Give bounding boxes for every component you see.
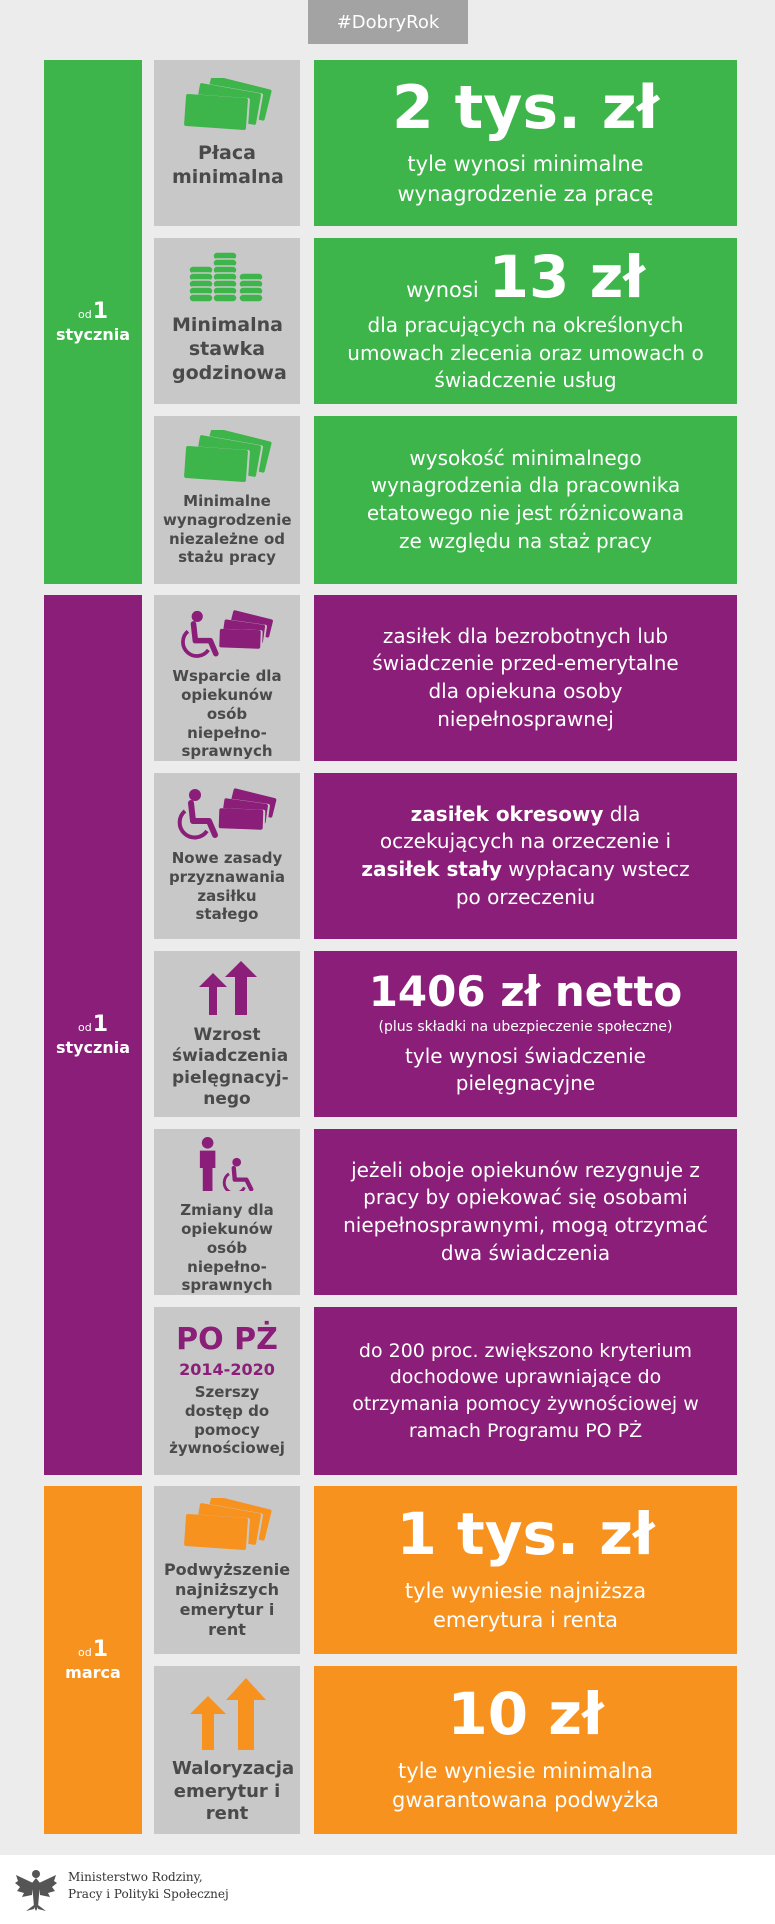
coins-icon: [187, 252, 267, 306]
eagle-emblem-icon: [14, 1867, 58, 1913]
wheelchair-money-icon: [175, 609, 279, 659]
row-icon-box: [154, 595, 300, 761]
ministry-name: Ministerstwo Rodziny, Pracy i Polityki Społecznej: [68, 1870, 229, 1902]
description: tyle wynosi świadczenie pielęgnacyjne: [405, 1043, 646, 1096]
row-label: Wzrost świadczenia pielęgnacyj-nego: [172, 1025, 289, 1109]
description: jeżeli oboje opiekunów rezygnuje z pracy by opiekować się osobami niepełnosprawnymi, mogą otrzymać dwa świadczenia: [343, 1157, 708, 1265]
row-new-benefit-rules: [154, 773, 737, 939]
row-content: [314, 1486, 737, 1654]
highlight-value: 13 zł: [488, 243, 645, 312]
row-minimum-pension: [154, 1486, 737, 1654]
description: dla pracujących na określonych umowach zlecenia oraz umowach o świadczenie usług: [347, 313, 704, 393]
section-january-wages: [44, 60, 737, 584]
row-care-allowance: [154, 951, 737, 1117]
highlight-value: 2 tys. zł: [391, 73, 659, 144]
row-icon-box: [154, 1307, 300, 1475]
row-minimum-wage: [154, 60, 737, 226]
row-pension-indexation: [154, 1666, 737, 1834]
row-icon-box: [154, 773, 300, 939]
row-icon-box: [154, 1129, 300, 1295]
wheelchair-money-icon: [175, 787, 279, 841]
description: wysokość minimalnego wynagrodzenia dla pracownika etatowego nie jest różnicowana ze względu na staż pracy: [366, 445, 685, 553]
row-content: [314, 1307, 737, 1475]
person-wheelchair-icon: [191, 1137, 263, 1191]
row-label: Płaca minimalna: [172, 142, 284, 188]
description: tyle wynosi minimalne wynagrodzenie za pracę: [397, 152, 654, 206]
highlight-value: 1 tys. zł: [396, 1500, 655, 1569]
note: (plus składki na ubezpieczenie społeczne): [378, 1019, 673, 1036]
date-label: od1 stycznia: [44, 595, 142, 1475]
money-icon: [181, 430, 273, 486]
row-content: [314, 595, 737, 761]
arrows-up-icon: [184, 1678, 270, 1750]
section-march-pensions: [44, 1486, 737, 1834]
row-label: Waloryzacja emerytur i rent: [172, 1758, 295, 1824]
row-content: [314, 773, 737, 939]
row-label: Podwyższenie najniższych emerytur i rent: [163, 1560, 291, 1639]
description: do 200 proc. zwiększono kryterium dochodowe uprawniające do otrzymania pomocy żywnościowej w ramach Programu PO PŻ: [352, 1339, 699, 1442]
row-icon-box: [154, 60, 300, 226]
row-icon-box: [154, 238, 300, 404]
description: tyle wyniesie minimalna gwarantowana podwyżka: [392, 1759, 659, 1813]
row-content: [314, 1129, 737, 1295]
row-hourly-rate: [154, 238, 737, 404]
row-label: Szerszy dostęp do pomocy żywnościowej: [169, 1383, 285, 1458]
program-years: 2014-2020: [179, 1360, 275, 1379]
row-content: [314, 951, 737, 1117]
highlight-value: 10 zł: [447, 1680, 604, 1749]
program-title: PO PŻ: [176, 1322, 278, 1357]
highlight-value: 1406 zł netto: [368, 967, 683, 1017]
arrows-up-icon: [195, 961, 259, 1015]
description: tyle wyniesie najniższa emerytura i renta: [404, 1579, 647, 1633]
row-icon-box: [154, 1666, 300, 1834]
row-food-aid: [154, 1307, 737, 1475]
description: zasiłek dla bezrobotnych lub świadczenie przed-emerytalne dla opiekuna osoby niepełnosprawnej: [372, 623, 679, 731]
row-content: [314, 416, 737, 584]
money-icon: [181, 1498, 273, 1554]
hashtag-badge: #DobryRok: [308, 0, 468, 44]
date-label: od1 marca: [44, 1486, 142, 1834]
row-content: [314, 1666, 737, 1834]
date-label: od1 stycznia: [44, 60, 142, 584]
row-label: Minimalna stawka godzinowa: [172, 314, 287, 384]
row-wage-seniority: [154, 416, 737, 584]
row-label: Nowe zasady przyznawania zasiłku stałego: [168, 849, 286, 924]
row-label: Minimalne wynagrodzenie niezależne od stażu pracy: [163, 492, 292, 567]
section-january-care: [44, 595, 737, 1475]
description-prefix: wynosi: [406, 278, 479, 303]
row-content: [314, 238, 737, 404]
row-caregiver-support: [154, 595, 737, 761]
row-label: Wsparcie dla opiekunów osób niepełno-sprawnych: [172, 667, 282, 761]
row-icon-box: [154, 1486, 300, 1654]
money-icon: [181, 78, 273, 134]
row-icon-box: [154, 416, 300, 584]
description: zasiłek okresowy dla oczekujących na orzeczenie i zasiłek stały wypłacany wstecz po orzeczeniu: [361, 801, 690, 909]
row-icon-box: [154, 951, 300, 1117]
row-content: [314, 60, 737, 226]
row-caregiver-changes: [154, 1129, 737, 1295]
footer: [0, 1855, 775, 1924]
row-label: Zmiany dla opiekunów osób niepełno-sprawnych: [180, 1201, 274, 1295]
